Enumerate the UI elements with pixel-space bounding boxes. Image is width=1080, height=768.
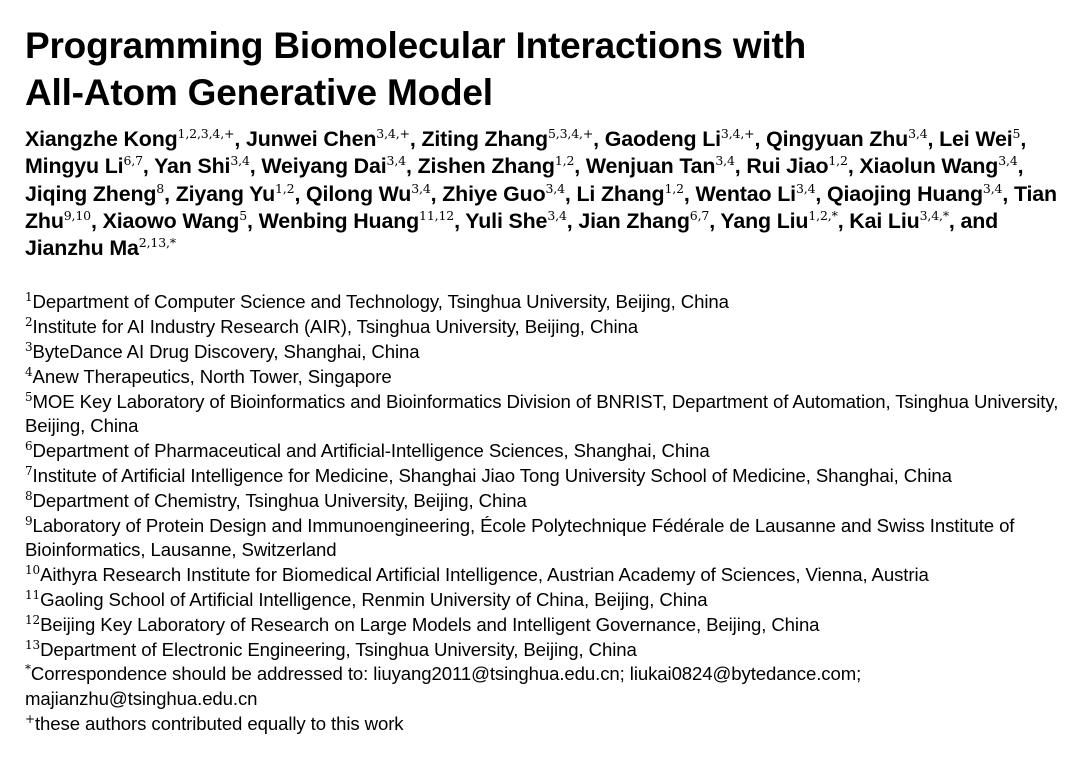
affiliation-number: 5: [25, 389, 33, 404]
author-name: Zhiye Guo: [442, 181, 546, 206]
author-name: Ziyang Yu: [175, 181, 275, 206]
affiliation-text: Department of Computer Science and Technology, Tsinghua University, Beijing, China: [32, 291, 729, 313]
author-name: Weiyang Dai: [261, 154, 387, 179]
author-affiliation-marks: 2,13,*: [138, 235, 176, 251]
author-name: Wenjuan Tan: [585, 154, 716, 179]
author-name: Rui Jiao: [746, 154, 829, 179]
author-name: Wentao Li: [695, 181, 796, 206]
affiliation-number: 1: [25, 290, 33, 305]
affiliation-text: Department of Pharmaceutical and Artificial-Intelligence Sciences, Shanghai, China: [32, 440, 710, 462]
author-name: Yuli She: [465, 208, 548, 233]
affiliation-item: [25, 489, 1070, 514]
author: [695, 182, 815, 206]
affiliation-item: [25, 514, 1070, 564]
author: [586, 154, 735, 178]
author-affiliation-marks: 3,4: [998, 153, 1018, 169]
author: [859, 154, 1017, 178]
affiliation-text: Aithyra Research Institute for Biomedical Artificial Intelligence, Austrian Academy of Sciences, Vienna, Austria: [40, 564, 929, 586]
author: [306, 182, 431, 206]
affiliation-text: ByteDance AI Drug Discovery, Shanghai, China: [32, 341, 420, 363]
footnote-mark: *: [25, 662, 31, 677]
footnote-text: Correspondence should be addressed to: liuyang2011@tsinghua.edu.cn; liukai0824@bytedance.com; majianzhu@tsinghua.edu.cn: [25, 663, 862, 710]
author: [465, 209, 566, 233]
author-name: Yang Liu: [720, 208, 809, 233]
affiliation-item: [25, 613, 1070, 638]
footnote-text: these authors contributed equally to this work: [34, 713, 404, 735]
author: [720, 209, 837, 233]
author: [261, 154, 406, 178]
author-name: Xiangzhe Kong: [25, 127, 178, 151]
affiliation-item: [25, 340, 1070, 365]
author: [605, 127, 755, 151]
author-name: Mingyu Li: [25, 154, 124, 179]
author: [103, 209, 247, 233]
author: [259, 209, 455, 233]
affiliation-number: 12: [25, 612, 41, 627]
author: [442, 182, 565, 206]
author-affiliation-marks: 3,4: [982, 180, 1003, 196]
author-name: Xiaowo Wang: [102, 208, 240, 233]
affiliation-number: 7: [25, 464, 33, 479]
affiliation-item: [25, 315, 1070, 340]
author-name: Qiaojing Huang: [826, 181, 983, 206]
title-line-1: Programming Biomolecular Interactions with: [25, 25, 807, 66]
author-name: Jianzhu Ma: [25, 236, 139, 261]
author-affiliation-marks: 3,4,*: [919, 207, 949, 223]
author-affiliation-marks: 3,4: [795, 180, 816, 196]
author-affiliation-marks: 3,4: [386, 153, 406, 169]
affiliation-text: Department of Electronic Engineering, Tsinghua University, Beijing, China: [40, 638, 637, 660]
affiliation-number: 13: [25, 637, 41, 652]
affiliation-number: 6: [25, 439, 33, 454]
author-affiliation-marks: 3,4: [547, 207, 567, 223]
author: [746, 154, 847, 178]
author-affiliation-marks: 6,7: [123, 153, 143, 169]
author-name: Tian Zhu: [25, 181, 1057, 233]
author-affiliation-marks: 11,12: [419, 207, 455, 223]
author-name: Li Zhang: [576, 181, 665, 206]
author-affiliation-marks: 9,10: [63, 207, 91, 223]
author-name: Yan Shi: [154, 154, 231, 179]
author: [154, 154, 250, 178]
paper-front-matter: [25, 22, 1070, 737]
author-name: Wenbing Huang: [258, 208, 420, 233]
footnote-item: [25, 712, 1070, 737]
affiliation-text: Department of Chemistry, Tsinghua University, Beijing, China: [32, 489, 527, 511]
affiliation-item: [25, 638, 1070, 663]
paper-title: [25, 22, 1070, 116]
author-affiliation-marks: 3,4,+: [376, 126, 410, 141]
affiliation-item: [25, 439, 1070, 464]
affiliation-item: [25, 290, 1070, 315]
affiliation-text: Institute of Artificial Intelligence for Medicine, Shanghai Jiao Tong University School of Medicine, Shanghai, China: [32, 465, 952, 487]
affiliation-number: 2: [25, 315, 33, 330]
affiliation-number: 8: [25, 488, 33, 503]
author-affiliation-marks: 1,2: [664, 180, 684, 196]
author-name: Jiqing Zheng: [25, 181, 157, 206]
affiliation-item: [25, 365, 1070, 390]
affiliation-text: Beijing Key Laboratory of Research on Large Models and Intelligent Governance, Beijing, China: [40, 613, 820, 635]
affiliation-number: 10: [25, 563, 41, 578]
author-list: Xiangzhe Kong$^{1,2,3,4,+}$, Junwei Chen$^{3,4,+}$, Ziting Zhang$^{5,3,4,+}$, Gaodeng $Li^{3,4,+}$, Qingyuan Zhu$^{3,4}$, Lei Wei$^5$, Mingyu Li$^{6,7}$, Yan Shi$^{3,4}$, Weiyang Dai$^{3,4}$, Zishen Zhang$^{1,2}$, Wenjuan Tan$^{3,4}$, Rui Jiao$^{1,2}$, Xiaolun Wang$^{3,4}$, Jiqing Zheng$^8$, Ziyang Yu$^{1,2}$, Qilong Wu$^{3,4}$, Zhiye Guo$^{3,4}$, Li Zhang$^{1,2}$, Wentao Li$^{3,4}$, Qiaojing Huang$^{3,4}$, Tian Zhu$^{9,10}$, Xiaowo Wang$^5$, Wenbing Huang$^{11,12}$, Yuli She$^{3,4}$, Jian Zhang$^{6,7}$, Yang Liu$^{1,2,*}$, Kai Liu$^{3,4,*}$, and Jianzhu $Ma^{2,13,*}$: [25, 126, 1057, 261]
author-affiliation-marks: 3,4: [545, 180, 565, 196]
author-affiliation-marks: 8: [156, 180, 165, 196]
author-affiliation-marks: 5,3,4,+: [547, 126, 594, 141]
author: [849, 209, 949, 233]
author: [827, 182, 1002, 206]
affiliation-text: Laboratory of Protein Design and Immunoengineering, École Polytechnique Fédérale de Lausanne and Swiss Institute of Bioinformatics, Lausanne, Switzerland: [25, 514, 1015, 561]
author-name: Kai Liu: [849, 208, 920, 233]
affiliation-number: 11: [25, 588, 41, 603]
affiliation-number: 9: [25, 513, 33, 528]
author-name: Xiaolun Wang: [859, 154, 999, 179]
author-name: Jian Zhang: [578, 208, 690, 233]
author-name: Lei Wei: [939, 127, 1013, 151]
affiliation-text: Institute for AI Industry Research (AIR), Tsinghua University, Beijing, China: [32, 316, 639, 338]
affiliation-item: [25, 588, 1070, 613]
author-affiliation-marks: 1,2,*: [808, 207, 838, 223]
affiliation-number: 3: [25, 340, 33, 355]
author: [418, 154, 575, 178]
author-affiliation-marks: 3,4: [230, 153, 250, 169]
affiliation-number: 4: [25, 364, 33, 379]
author-name: Zishen Zhang: [417, 154, 555, 179]
footnote-mark: +: [25, 712, 35, 727]
author: [25, 127, 234, 151]
author: [577, 182, 684, 206]
author-name: Junwei Chen: [245, 127, 377, 151]
author-name: Qingyuan Zhu: [766, 127, 909, 151]
author-affiliation-marks: 1,2: [275, 180, 295, 196]
author-name: Gaodeng Li: [604, 127, 721, 151]
author: [176, 182, 295, 206]
author: [25, 182, 164, 206]
author-affiliation-marks: 3,4,+: [720, 126, 755, 141]
author-affiliation-marks: 1,2: [554, 153, 575, 169]
footnote-item: [25, 662, 1070, 712]
affiliation-text: Gaoling School of Artificial Intelligence, Renmin University of China, Beijing, China: [40, 589, 708, 611]
author-affiliation-marks: 1,2,3,4,+: [177, 126, 235, 141]
author: [25, 154, 143, 178]
author-affiliation-marks: 3,4: [908, 126, 928, 141]
author: [766, 127, 927, 151]
author-affiliation-marks: 5: [239, 207, 247, 223]
affiliation-text: MOE Key Laboratory of Bioinformatics and Bioinformatics Division of BNRIST, Department of Automation, Tsinghua University, Beijing, China: [25, 390, 1059, 437]
author-affiliation-marks: 5: [1012, 126, 1021, 141]
author-affiliation-marks: 6,7: [689, 207, 710, 223]
author-affiliation-marks: 3,4: [411, 180, 431, 196]
author: [939, 127, 1020, 151]
author-name: Ziting Zhang: [421, 127, 548, 151]
author: [246, 127, 410, 151]
affiliation-text: Anew Therapeutics, North Tower, Singapore: [32, 365, 392, 387]
title-line-2: All-Atom Generative Model: [25, 72, 493, 113]
author-name: Qilong Wu: [306, 181, 412, 206]
affiliation-item: [25, 390, 1070, 440]
author: [578, 209, 709, 233]
author: [421, 127, 593, 151]
author-affiliation-marks: 3,4: [715, 153, 735, 169]
affiliation-item: [25, 563, 1070, 588]
author-prefix: and: [960, 208, 999, 233]
affiliation-item: [25, 464, 1070, 489]
author-affiliation-marks: 1,2: [828, 153, 848, 169]
affiliation-list: [25, 290, 1070, 736]
